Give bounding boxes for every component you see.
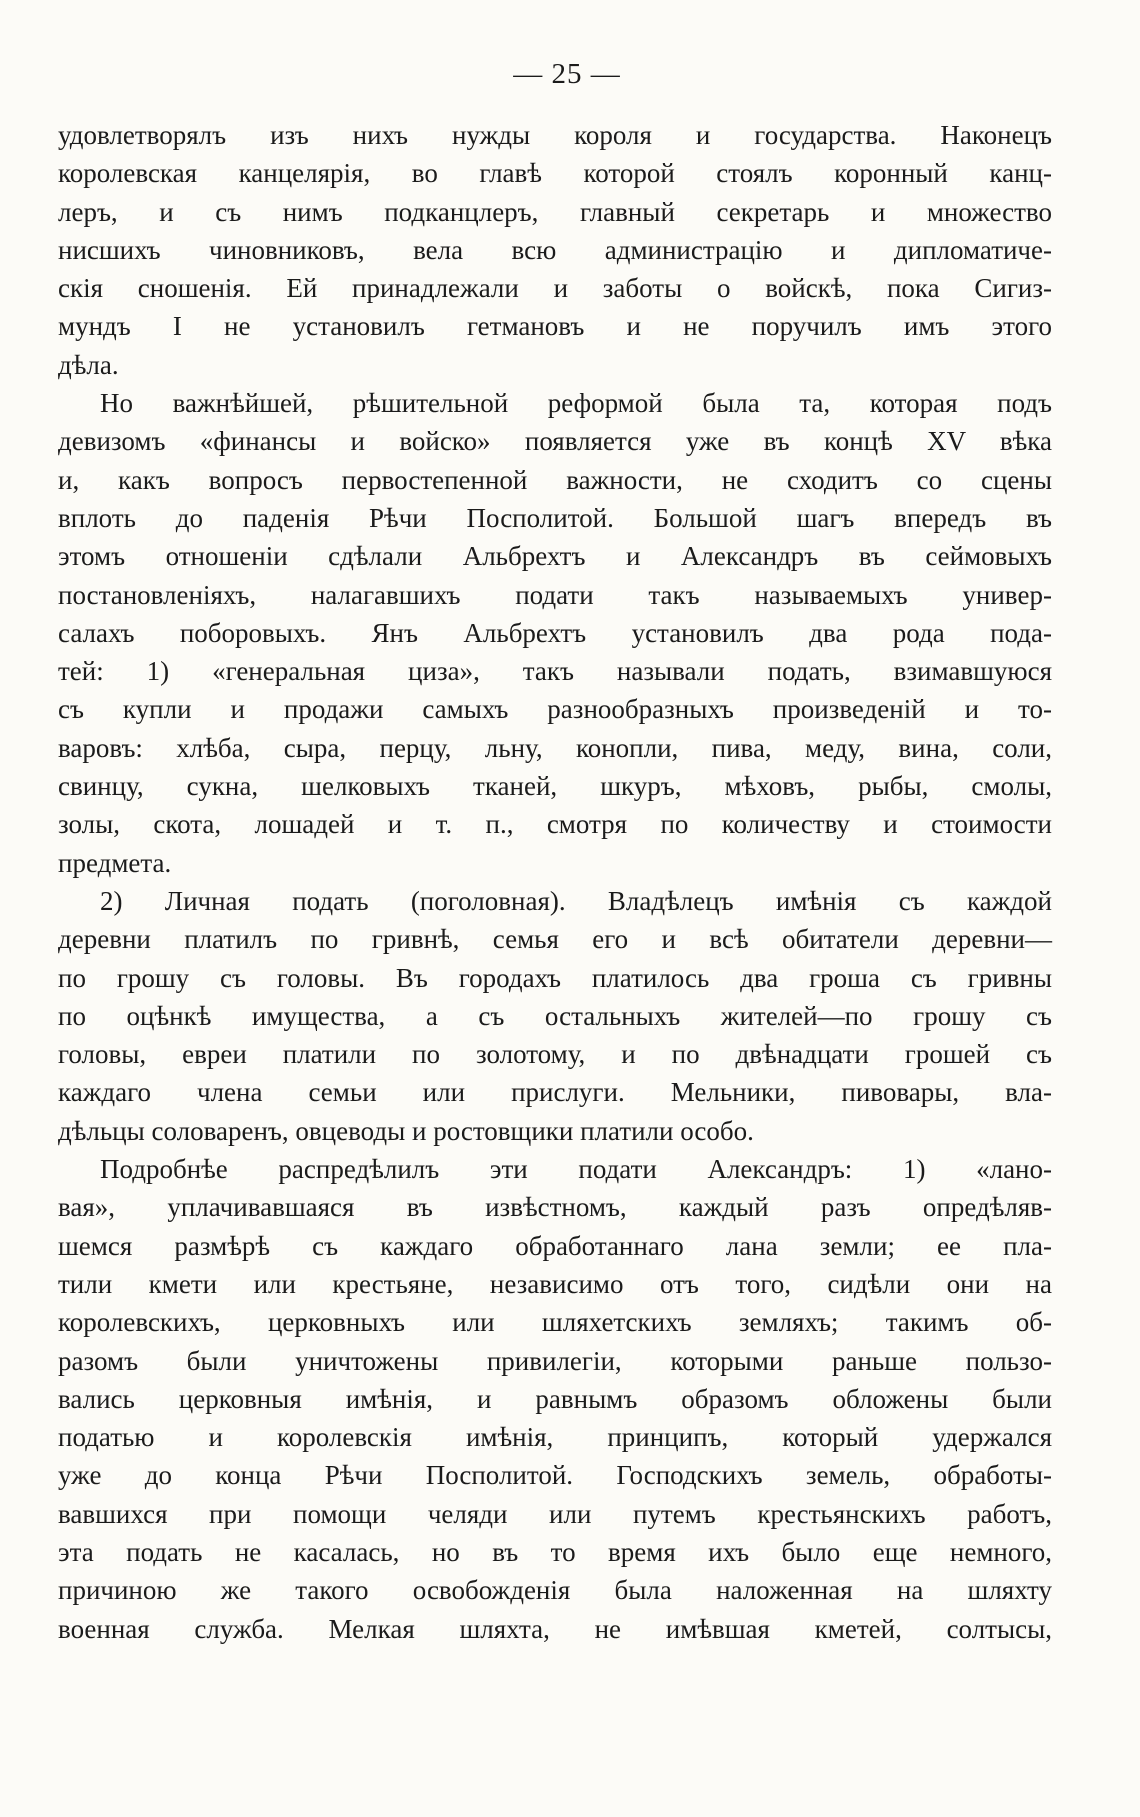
paragraph-2 [58,384,1052,882]
text-line: вплоть до паденія Рѣчи Посполитой. Большой шагъ впередъ въ [58,502,1052,533]
text-line: дѣла. [58,349,119,380]
page-body [58,116,1052,1648]
text-line: тили кмети или крестьяне, независимо отъ того, сидѣли они на [58,1268,1052,1299]
text-line: деревни платилъ по гривнѣ, семья его и всѣ обитатели деревни— [58,924,1052,955]
paragraph-3 [58,882,1052,1150]
text-line: военная служба. Мелкая шляхта, не имѣвшая кметей, солтысы, [58,1613,1052,1644]
text-line: податью и королевскія имѣнія, принципъ, который удержался [58,1422,1052,1453]
text-line: королевская канцелярія, во главѣ которой стоялъ коронный канц- [58,158,1052,189]
text-line: девизомъ «финансы и войско» появляется уже въ концѣ XV вѣка [58,426,1052,457]
text-line: королевскихъ, церковныхъ или шляхетскихъ земляхъ; такимъ об- [58,1307,1052,1338]
text-line: шемся размѣрѣ съ каждаго обработаннаго лана земли; ее пла- [58,1230,1052,1261]
text-line: причиною же такого освобожденія была наложенная на шляхту [58,1575,1052,1606]
text-line: эта подать не касалась, но въ то время ихъ было еще немного, [58,1536,1052,1567]
text-line: разомъ были уничтожены привилегіи, которыми раньше пользо- [58,1345,1052,1376]
text-line: предмета. [58,847,172,878]
text-line: вая», уплачивавшаяся въ извѣстномъ, каждый разъ опредѣляв- [58,1192,1052,1223]
text-line: тей: 1) «генеральная циза», такъ называли подать, взимавшуюся [58,656,1052,687]
text-line: вались церковныя имѣнія, и равнымъ образомъ обложены были [58,1383,1052,1414]
text-line: съ купли и продажи самыхъ разнообразныхъ произведеній и то- [58,694,1052,725]
paragraph-4 [58,1150,1052,1648]
text-line: Подробнѣе распредѣлилъ эти подати Александръ: 1) «лано- [100,1154,1052,1185]
text-line: нисшихъ чиновниковъ, вела всю администрацію и дипломатиче- [58,234,1052,265]
paragraph-1 [58,116,1052,384]
text-line: по оцѣнкѣ имущества, а съ остальныхъ жителей—по грошу съ [58,1000,1052,1031]
text-line: леръ, и съ нимъ подканцлеръ, главный секретарь и множество [58,196,1052,227]
text-line: удовлетворялъ изъ нихъ нужды короля и государства. Наконецъ [58,120,1052,150]
text-line: свинцу, сукна, шелковыхъ тканей, шкуръ, мѣховъ, рыбы, смолы, [58,771,1052,802]
text-line: Но важнѣйшей, рѣшительной реформой была та, которая подъ [100,388,1052,419]
text-line: вавшихся при помощи челяди или путемъ крестьянскихъ работъ, [58,1498,1052,1529]
text-line: каждаго члена семьи или прислуги. Мельники, пивовары, вла- [58,1077,1052,1108]
text-line: мундъ I не установилъ гетмановъ и не поручилъ имъ этого [58,311,1052,342]
text-line: салахъ поборовыхъ. Янъ Альбрехтъ установилъ два рода пода- [58,617,1052,648]
text-line: дѣльцы соловаренъ, овцеводы и ростовщики платили особо. [58,1115,754,1146]
text-line: уже до конца Рѣчи Посполитой. Господскихъ земель, обработы- [58,1460,1052,1491]
text-line: по грошу съ головы. Въ городахъ платилось два гроша съ гривны [58,962,1052,993]
text-line: и, какъ вопросъ первостепенной важности, не сходитъ со сцены [58,464,1052,495]
text-line: этомъ отношеніи сдѣлали Альбрехтъ и Александръ въ сеймовыхъ [58,541,1052,572]
text-line: золы, скота, лошадей и т. п., смотря по количеству и стоимости [58,809,1052,840]
text-line: 2) Личная подать (поголовная). Владѣлецъ имѣнія съ каждой [100,885,1052,916]
text-line: постановленіяхъ, налагавшихъ подати такъ называемыхъ унивeр- [58,579,1052,610]
page-number: — 25 — [513,58,621,90]
text-line: головы, евреи платили по золотому, и по двѣнадцати грошей съ [58,1039,1052,1070]
text-line: варовъ: хлѣба, сыра, перцу, льну, конопли, пива, меду, вина, соли, [58,732,1052,763]
text-line: скія сношенія. Ей принадлежали и заботы о войскѣ, пока Сигиз- [58,273,1052,304]
